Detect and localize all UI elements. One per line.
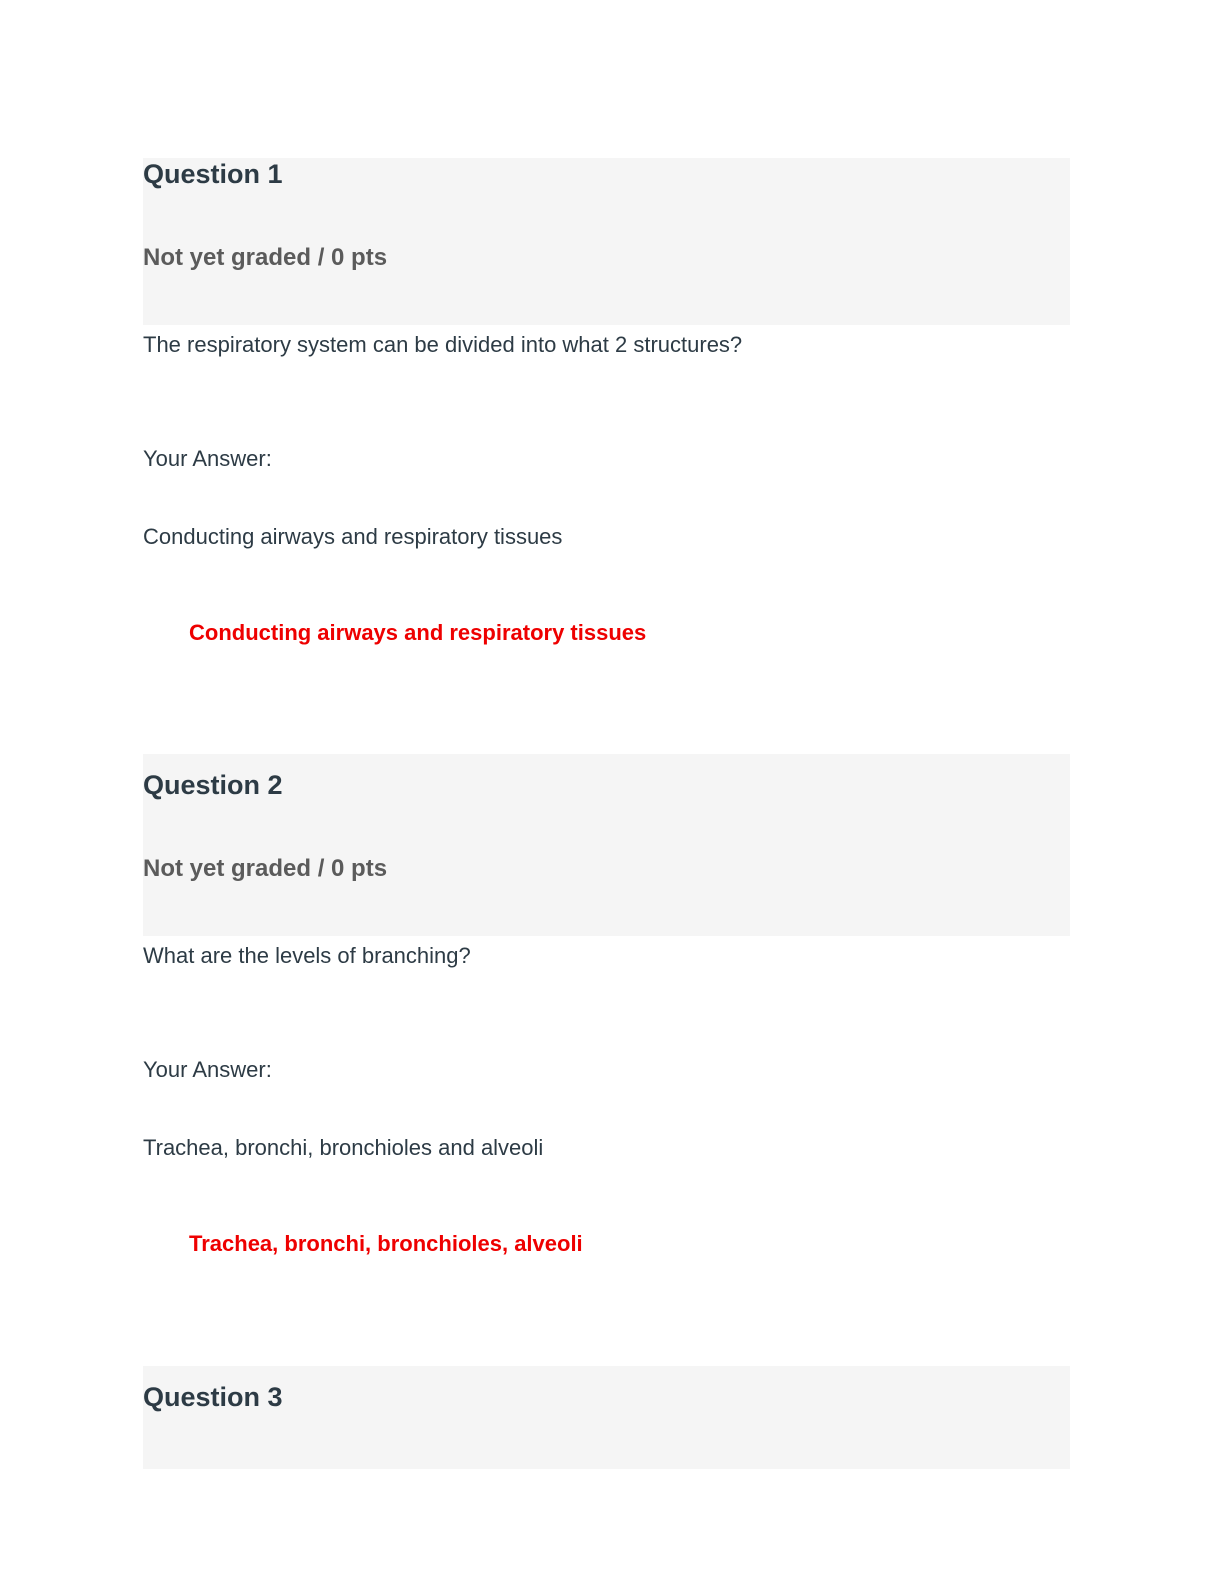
question-2-answer-label: Your Answer: (143, 1057, 272, 1082)
question-3-title: Question 3 (143, 1382, 283, 1412)
question-2-answer: Trachea, bronchi, bronchioles and alveoli (143, 1135, 544, 1160)
question-2-title: Question 2 (143, 770, 283, 800)
question-2-header (143, 754, 1070, 936)
question-1-prompt: The respiratory system can be divided into what 2 structures? (143, 332, 743, 357)
question-2-prompt: What are the levels of branching? (143, 943, 471, 968)
question-1-grade: Not yet graded / 0 pts (143, 244, 388, 271)
question-3-header (143, 1366, 1070, 1469)
question-2-correct-answer: Trachea, bronchi, bronchioles, alveoli (189, 1231, 583, 1256)
question-2-grade: Not yet graded / 0 pts (143, 855, 388, 882)
question-1-header (143, 158, 1070, 325)
question-1-correct-answer: Conducting airways and respiratory tissues (189, 620, 647, 645)
question-1-title: Question 1 (143, 159, 283, 189)
question-1-answer: Conducting airways and respiratory tissues (143, 524, 563, 549)
question-1-answer-label: Your Answer: (143, 446, 272, 471)
